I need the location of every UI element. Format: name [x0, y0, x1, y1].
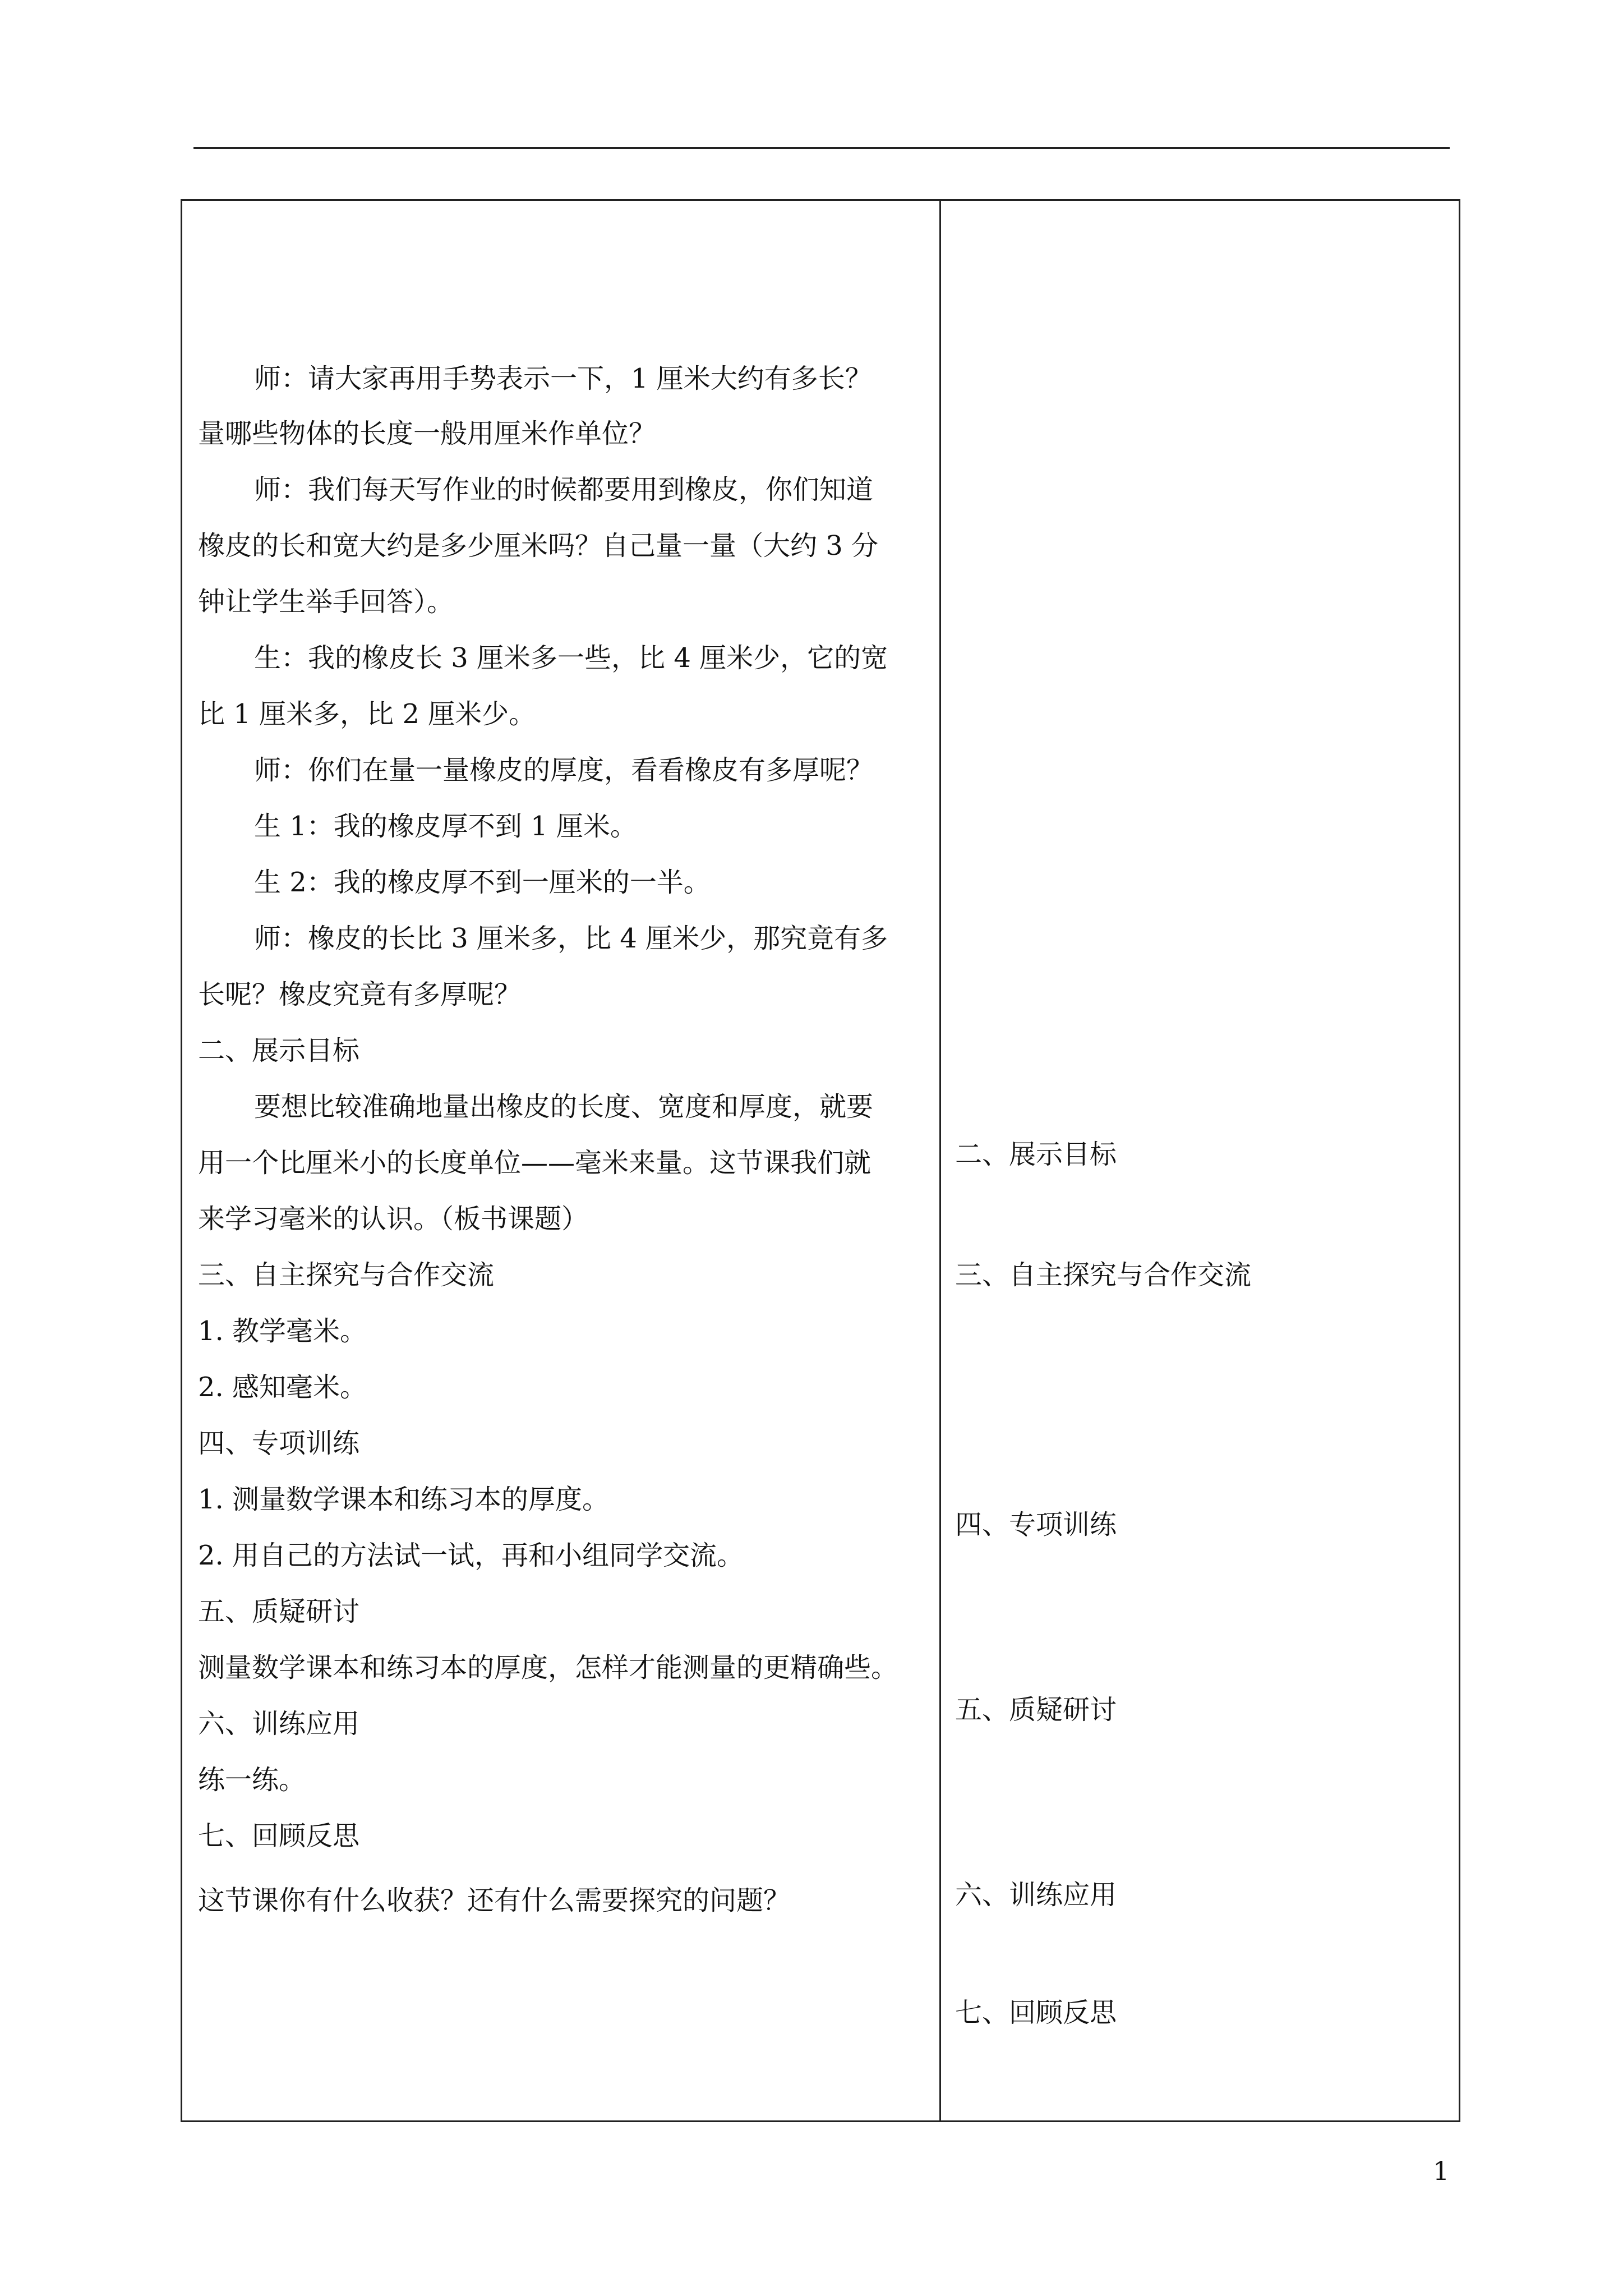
- notes-label: 五、质疑研讨: [955, 1694, 1117, 1726]
- section-heading: 四、专项训练: [198, 1428, 360, 1459]
- notes-label: 四、专项训练: [955, 1509, 1117, 1540]
- header-rule: [193, 147, 1450, 149]
- list-item: 1. 测量数学课本和练习本的厚度。: [198, 1484, 610, 1515]
- column-divider: [939, 201, 941, 2120]
- page-number: 1: [1433, 2156, 1450, 2186]
- notes-label: 七、回顾反思: [955, 1997, 1117, 2028]
- notes-label: 三、自主探究与合作交流: [955, 1259, 1252, 1291]
- text-line: 要想比较准确地量出橡皮的长度、宽度和厚度，就要: [254, 1091, 874, 1122]
- list-item: 2. 用自己的方法试一试，再和小组同学交流。: [198, 1540, 744, 1571]
- section-heading: 二、展示目标: [198, 1035, 360, 1066]
- student-line: 生 1：我的橡皮厚不到 1 厘米。: [254, 811, 637, 842]
- list-item: 2. 感知毫米。: [198, 1372, 367, 1403]
- text-line: 钟让学生举手回答）。: [198, 586, 454, 618]
- list-item: 1. 教学毫米。: [198, 1315, 367, 1347]
- section-heading: 三、自主探究与合作交流: [198, 1259, 495, 1291]
- section-heading: 六、训练应用: [198, 1708, 360, 1740]
- text-line: 来学习毫米的认识。（板书课题）: [198, 1203, 589, 1235]
- teacher-line: 师：请大家再用手势表示一下，1 厘米大约有多长？: [254, 363, 872, 394]
- teacher-line: 师：你们在量一量橡皮的厚度，看看橡皮有多厚呢？: [254, 754, 874, 786]
- text-line: 练一练。: [198, 1764, 306, 1796]
- notes-label: 六、训练应用: [955, 1879, 1117, 1911]
- text-line: 测量数学课本和练习本的厚度，怎样才能测量的更精确些。: [198, 1652, 898, 1683]
- text-line: 橡皮的长和宽大约是多少厘米吗？自己量一量（大约 3 分: [198, 530, 879, 562]
- notes-label: 二、展示目标: [955, 1139, 1117, 1170]
- student-line: 生 2：我的橡皮厚不到一厘米的一半。: [254, 867, 711, 898]
- text-line: 用一个比厘米小的长度单位——毫米来量。这节课我们就: [198, 1147, 872, 1179]
- lesson-content-column: [198, 201, 933, 2120]
- student-line: 生：我的橡皮长 3 厘米多一些，比 4 厘米少，它的宽: [254, 642, 888, 674]
- section-heading: 七、回顾反思: [198, 1820, 360, 1852]
- text-line: 比 1 厘米多，比 2 厘米少。: [198, 698, 536, 730]
- text-line: 这节课你有什么收获？还有什么需要探究的问题？: [198, 1885, 791, 1916]
- notes-column: [955, 201, 1449, 2120]
- teacher-line: 师：橡皮的长比 3 厘米多，比 4 厘米少，那究竟有多: [254, 923, 888, 954]
- text-line: 长呢？橡皮究竟有多厚呢？: [198, 979, 522, 1010]
- teacher-line: 师：我们每天写作业的时候都要用到橡皮，你们知道: [254, 474, 874, 505]
- lesson-plan-table: [181, 199, 1460, 2122]
- section-heading: 五、质疑研讨: [198, 1596, 360, 1627]
- text-line: 量哪些物体的长度一般用厘米作单位？: [198, 418, 656, 449]
